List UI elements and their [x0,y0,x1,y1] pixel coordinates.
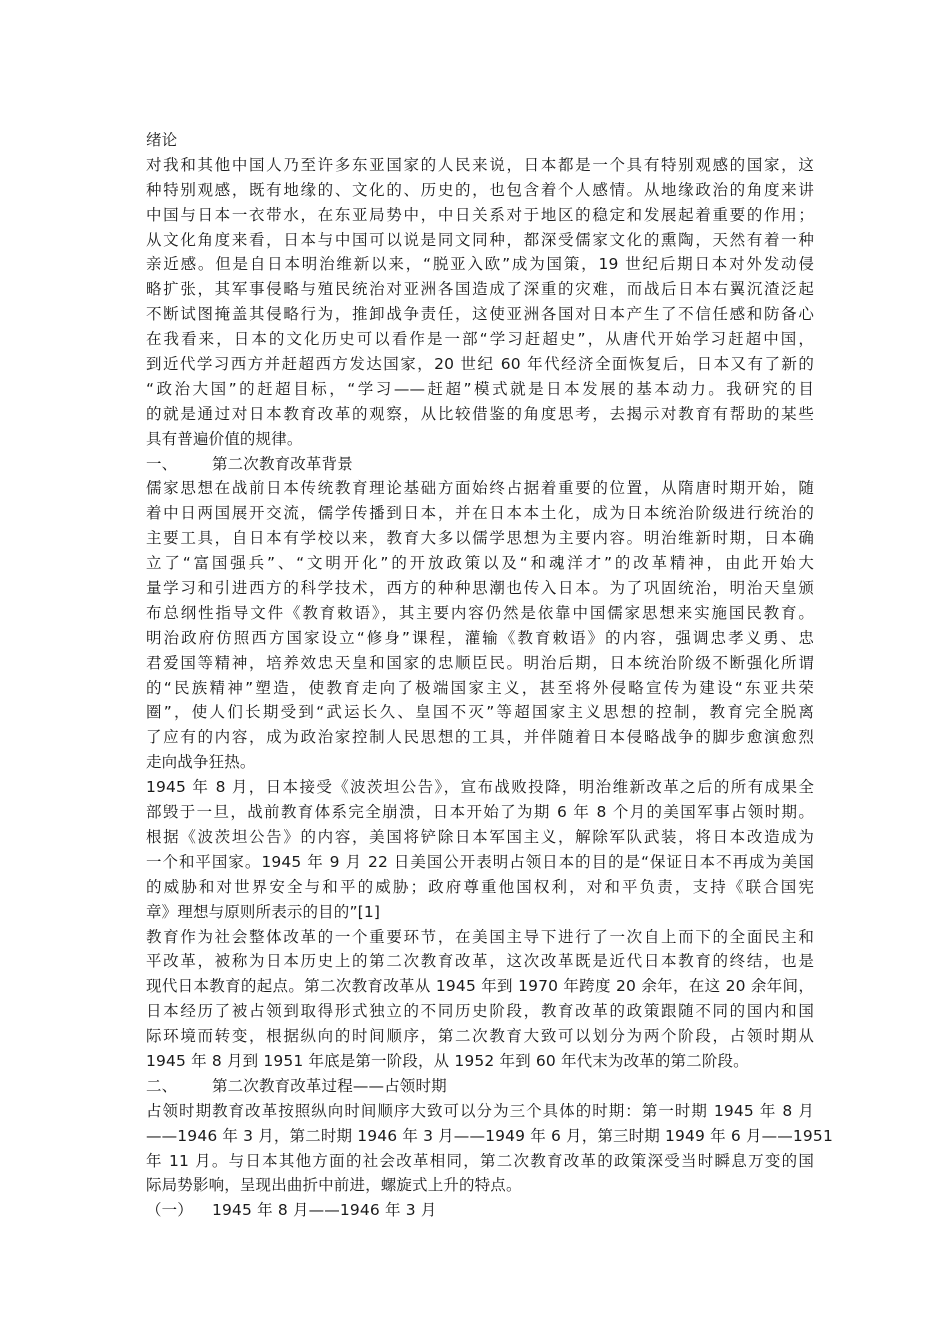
paragraph-line: 从文化角度来看，日本与中国可以说是同文同种，都深受儒家文化的熏陶，天然有着一种 [146,230,814,249]
paragraph-line: 亲近感。但是自日本明治维新以来，“脱亚入欧”成为国策，19 世纪后期日本对外发动侵 [146,255,814,274]
paragraph-line: 平改革，被称为日本历史上的第二次教育改革，这次改革既是近代日本教育的终结，也是 [146,952,814,971]
section-title: 第二次教育改革背景 [212,454,353,473]
paragraph-line: 儒家思想在战前日本传统教育理论基础方面始终占据着重要的位置，从隋唐时期开始，随 [146,479,814,498]
section-number: 一、 [146,454,178,473]
paragraph-line: 中国与日本一衣带水，在东亚局势中，中日关系对于地区的稳定和发展起着重要的作用； [146,205,814,224]
section-title: 1945 年 8 月——1946 年 3 月 [212,1201,437,1220]
paragraph-line: “政治大国”的赶超目标，“学习——赶超”模式就是日本发展的基本动力。我研究的目 [146,379,814,398]
paragraph-line: 走向战争狂热。 [146,753,256,772]
paragraph-line: 年 11 月。与日本其他方面的社会改革相同，第二次教育改革的政策深受当时瞬息万变的国 [146,1151,814,1170]
paragraph-line: 略扩张，其军事侵略与殖民统治对亚洲各国造成了深重的灾难，而战后日本右翼沉渣泛起 [146,280,814,299]
paragraph-line: 现代日本教育的起点。第二次教育改革从 1945 年到 1970 年跨度 20 余年，在这 20 余年间， [146,977,814,996]
paragraph-line: 日本经历了被占领到取得形式独立的不同历史阶段，教育改革的政策跟随不同的国内和国 [146,1002,814,1021]
paragraph-line: 占领时期教育改革按照纵向时间顺序大致可以分为三个具体的时期：第一时期 1945 年 8 月 [146,1101,814,1120]
paragraph-line: 布总纲性指导文件《教育敕语》，其主要内容仍然是依靠中国儒家思想来实施国民教育。 [146,603,814,622]
section-number: 二、 [146,1076,178,1095]
paragraph-line: 了应有的内容，成为政治家控制人民思想的工具，并伴随着日本侵略战争的脚步愈演愈烈 [146,728,814,747]
paragraph-line: 主要工具，自日本有学校以来，教育大多以儒学思想为主要内容。明治维新时期，日本确 [146,529,814,548]
document-page [146,128,833,1223]
paragraph-line: 根据《波茨坦公告》的内容，美国将铲除日本军国主义，解除军队武装，将日本改造成为 [146,827,814,846]
document-title [146,128,814,153]
section-number: （一） [146,1201,193,1220]
paragraph-line: 到近代学习西方并赶超西方发达国家，20 世纪 60 年代经济全面恢复后，日本又有了新的 [146,355,814,374]
paragraph [146,153,814,452]
paragraph-line: 1945 年 8 月，日本接受《波茨坦公告》，宣布战败投降，明治维新改革之后的所有成果全 [146,778,814,797]
paragraph-line: 种特别观感，既有地缘的、文化的、历史的，也包含着个人感情。从地缘政治的角度来讲 [146,180,814,199]
section-heading [146,452,814,477]
paragraph-line: 明治政府仿照西方国家设立“修身”课程，灌输《教育敕语》的内容，强调忠孝义勇、忠 [146,628,814,647]
paragraph-line: 在我看来，日本的文化历史可以看作是一部“学习赶超史”，从唐代开始学习赶超中国， [146,330,814,349]
paragraph-line: 一个和平国家。1945 年 9 月 22 日美国公开表明占领日本的目的是“保证日本不再成为美国 [146,852,814,871]
paragraph [146,925,814,1074]
paragraph-line: 量学习和引进西方的科学技术，西方的种种思潮也传入日本。为了巩固统治，明治天皇颁 [146,579,814,598]
paragraph [146,775,814,924]
paragraph-line: 不断试图掩盖其侵略行为，推卸战争责任，这使亚洲各国对日本产生了不信任感和防备心 [146,305,814,324]
section-heading [146,1074,814,1099]
paragraph-line: 教育作为社会整体改革的一个重要环节，在美国主导下进行了一次自上而下的全面民主和 [146,927,814,946]
paragraph-line: 立了“富国强兵”、“文明开化”的开放政策以及“和魂洋才”的改革精神，由此开始大 [146,554,814,573]
paragraph-line: 的就是通过对日本教育改革的观察，从比较借鉴的角度思考，去揭示对教育有帮助的某些 [146,404,814,423]
paragraph-line: 圈”，使人们长期受到“武运长久、皇国不灭”等超国家主义思想的控制，教育完全脱离 [146,703,814,722]
paragraph-line: 1945 年 8 月到 1951 年底是第一阶段，从 1952 年到 60 年代末为改革的第二阶段。 [146,1051,749,1070]
paragraph-line: 的威胁和对世界安全与和平的威胁；政府尊重他国权利，对和平负责，支持《联合国宪 [146,877,814,896]
paragraph [146,1099,833,1199]
section-title: 第二次教育改革过程——占领时期 [212,1076,447,1095]
paragraph-line: 着中日两国展开交流，儒学传播到日本，并在日本本土化，成为日本统治阶级进行统治的 [146,504,814,523]
paragraph [146,476,814,775]
paragraph-line: ——1946 年 3 月，第二时期 1946 年 3 月——1949 年 6 月，第三时期 1949 年 6 月——1951 [146,1126,833,1145]
paragraph-line: 部毁于一旦，战前教育体系完全崩溃，日本开始了为期 6 年 8 个月的美国军事占领时期。 [146,803,814,822]
paragraph-line: 具有普遍价值的规律。 [146,429,303,448]
title-text: 绪论 [146,131,178,149]
paragraph-line: 的“民族精神”塑造，使教育走向了极端国家主义，甚至将外侵略宣传为建设“东亚共荣 [146,678,814,697]
paragraph-line: 际环境而转变，根据纵向的时间顺序，第二次教育大致可以划分为两个阶段，占领时期从 [146,1027,814,1046]
paragraph-line: 对我和其他中国人乃至许多东亚国家的人民来说，日本都是一个具有特别观感的国家，这 [146,155,814,174]
section-heading [146,1198,814,1223]
paragraph-line: 君爱国等精神，培养效忠天皇和国家的忠顺臣民。明治后期，日本统治阶级不断强化所谓 [146,653,814,672]
paragraph-line: 章》理想与原则所表示的目的”[1] [146,902,381,921]
paragraph-line: 际局势影响，呈现出曲折中前进，螺旋式上升的特点。 [146,1176,522,1195]
